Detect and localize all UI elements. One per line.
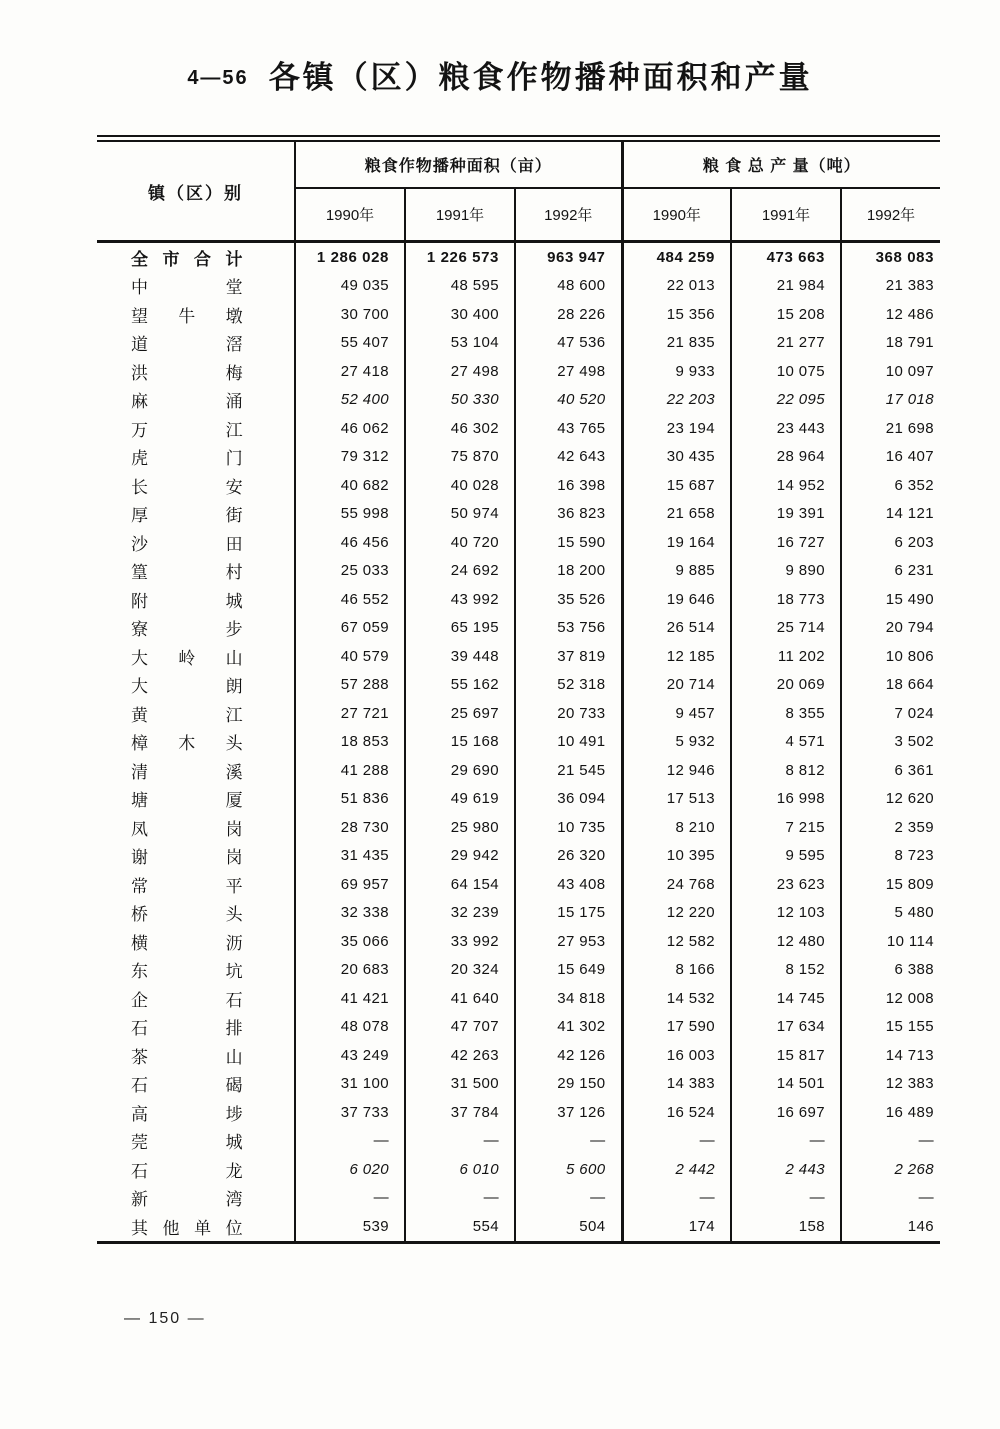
value-cell: 18 791 — [885, 334, 935, 352]
town-name: 石 龙 — [97, 1155, 295, 1184]
value-cell: 5 600 — [515, 1155, 622, 1184]
value-cell: 17 018 — [885, 391, 935, 409]
value-cell: 7 215 — [731, 813, 841, 842]
value-cell: 47 536 — [515, 329, 622, 358]
value-cell: 368 083 — [875, 248, 935, 266]
town-name: 石 排 — [97, 1013, 295, 1042]
table-row — [97, 785, 940, 814]
value-cell: 48 600 — [515, 272, 622, 301]
table-row — [97, 242, 940, 272]
value-cell: 2 442 — [622, 1155, 731, 1184]
value-cell: 65 195 — [405, 614, 515, 643]
value-cell: 23 194 — [622, 414, 731, 443]
value-cell: — — [295, 1127, 405, 1156]
town-name: 寮 步 — [97, 614, 295, 643]
table-row — [97, 671, 940, 700]
table-row — [97, 927, 940, 956]
value-cell: 31 100 — [295, 1070, 405, 1099]
town-name: 石 碣 — [97, 1070, 295, 1099]
value-cell: 14 713 — [885, 1046, 935, 1064]
value-cell: 40 520 — [515, 386, 622, 415]
value-cell: 22 013 — [622, 272, 731, 301]
value-cell: 79 312 — [295, 443, 405, 472]
value-cell: 41 288 — [295, 756, 405, 785]
value-cell: 34 818 — [515, 984, 622, 1013]
table-row — [97, 272, 940, 301]
town-name: 常 平 — [97, 870, 295, 899]
table-row — [97, 1212, 940, 1242]
value-cell: 15 208 — [731, 300, 841, 329]
value-cell: 28 226 — [515, 300, 622, 329]
value-cell: 2 268 — [894, 1160, 935, 1178]
value-cell: 29 942 — [405, 842, 515, 871]
town-name: 篁 村 — [97, 557, 295, 586]
table-row — [97, 899, 940, 928]
value-cell: 8 812 — [731, 756, 841, 785]
town-name: 高 埗 — [97, 1098, 295, 1127]
value-cell: 53 756 — [515, 614, 622, 643]
value-cell: 64 154 — [405, 870, 515, 899]
value-cell: 15 590 — [515, 528, 622, 557]
value-cell: 12 185 — [622, 642, 731, 671]
value-cell: 554 — [405, 1212, 515, 1242]
value-cell: 25 714 — [731, 614, 841, 643]
table-row — [97, 870, 940, 899]
value-cell: 27 721 — [295, 699, 405, 728]
value-cell: 57 288 — [295, 671, 405, 700]
value-cell: 25 697 — [405, 699, 515, 728]
value-cell: 1 226 573 — [405, 242, 515, 272]
town-name: 沙 田 — [97, 528, 295, 557]
value-cell: 36 094 — [515, 785, 622, 814]
town-name: 企 石 — [97, 984, 295, 1013]
value-cell: 40 028 — [405, 471, 515, 500]
value-cell: 21 277 — [731, 329, 841, 358]
value-cell: 15 687 — [622, 471, 731, 500]
value-cell: 50 330 — [405, 386, 515, 415]
value-cell: 53 104 — [405, 329, 515, 358]
value-cell: 16 998 — [731, 785, 841, 814]
value-cell: 6 388 — [894, 961, 935, 979]
value-cell: 41 421 — [295, 984, 405, 1013]
town-name: 万 江 — [97, 414, 295, 443]
value-cell: 19 646 — [622, 585, 731, 614]
value-cell: 31 500 — [405, 1070, 515, 1099]
value-cell: — — [515, 1127, 622, 1156]
value-cell: 32 338 — [295, 899, 405, 928]
value-cell: 17 513 — [622, 785, 731, 814]
value-cell: 15 649 — [515, 956, 622, 985]
value-cell: 2 443 — [731, 1155, 841, 1184]
value-cell: 24 692 — [405, 557, 515, 586]
table-row — [97, 956, 940, 985]
town-name: 其 他 单 位 — [97, 1212, 295, 1242]
town-name: 凤 岗 — [97, 813, 295, 842]
value-cell: 15 356 — [622, 300, 731, 329]
town-name: 桥 头 — [97, 899, 295, 928]
value-cell: 22 095 — [731, 386, 841, 415]
value-cell: 42 643 — [515, 443, 622, 472]
table-number: 4—56 — [187, 67, 249, 89]
value-cell: 8 355 — [731, 699, 841, 728]
value-cell: 174 — [622, 1212, 731, 1242]
value-cell: 12 220 — [622, 899, 731, 928]
value-cell: 4 571 — [731, 728, 841, 757]
value-cell: 963 947 — [515, 242, 622, 272]
value-cell: 23 443 — [731, 414, 841, 443]
town-name: 中 堂 — [97, 272, 295, 301]
value-cell: 10 114 — [886, 932, 935, 950]
value-cell: 40 579 — [295, 642, 405, 671]
value-cell: 14 952 — [731, 471, 841, 500]
value-cell: 27 953 — [515, 927, 622, 956]
value-cell: 16 727 — [731, 528, 841, 557]
town-name: 新 湾 — [97, 1184, 295, 1213]
value-cell: 6 231 — [894, 562, 935, 580]
table-row — [97, 500, 940, 529]
value-cell: 26 320 — [515, 842, 622, 871]
value-cell: — — [515, 1184, 622, 1213]
value-cell: 484 259 — [622, 242, 731, 272]
town-name: 谢 岗 — [97, 842, 295, 871]
value-cell: 15 490 — [885, 590, 935, 608]
table-row — [97, 443, 940, 472]
value-cell: 27 498 — [515, 357, 622, 386]
value-cell: 43 408 — [515, 870, 622, 899]
value-cell: 47 707 — [405, 1013, 515, 1042]
value-cell: 9 890 — [731, 557, 841, 586]
value-cell: 473 663 — [731, 242, 841, 272]
value-cell: 31 435 — [295, 842, 405, 871]
value-cell: 46 302 — [405, 414, 515, 443]
value-cell: 6 361 — [894, 761, 935, 779]
value-cell: 18 773 — [731, 585, 841, 614]
value-cell: — — [731, 1184, 841, 1213]
value-cell: 27 498 — [405, 357, 515, 386]
value-cell: 25 033 — [295, 557, 405, 586]
year-header: 1991年 — [731, 188, 841, 242]
town-name: 横 沥 — [97, 927, 295, 956]
value-cell: 30 400 — [405, 300, 515, 329]
value-cell: 42 126 — [515, 1041, 622, 1070]
value-cell: 37 819 — [515, 642, 622, 671]
value-cell: 5 932 — [622, 728, 731, 757]
value-cell: 29 690 — [405, 756, 515, 785]
table-row — [97, 471, 940, 500]
value-cell: 21 383 — [885, 277, 935, 295]
table-row — [97, 756, 940, 785]
town-name: 附 城 — [97, 585, 295, 614]
value-cell: 40 682 — [295, 471, 405, 500]
value-cell: 22 203 — [622, 386, 731, 415]
row-header-label: 镇（区）别 — [97, 139, 295, 242]
value-cell: — — [731, 1127, 841, 1156]
value-cell: 29 150 — [515, 1070, 622, 1099]
value-cell: 8 166 — [622, 956, 731, 985]
table-header — [97, 139, 940, 242]
town-name: 莞 城 — [97, 1127, 295, 1156]
value-cell: 24 768 — [622, 870, 731, 899]
value-cell: 10 075 — [731, 357, 841, 386]
value-cell: 41 640 — [405, 984, 515, 1013]
town-name: 清 溪 — [97, 756, 295, 785]
value-cell: 21 835 — [622, 329, 731, 358]
value-cell: 28 730 — [295, 813, 405, 842]
value-cell: 16 524 — [622, 1098, 731, 1127]
value-cell: 14 532 — [622, 984, 731, 1013]
group-header-total-output: 粮 食 总 产 量（吨） — [622, 139, 940, 189]
value-cell: — — [405, 1184, 515, 1213]
value-cell: — — [918, 1189, 935, 1207]
value-cell: 21 545 — [515, 756, 622, 785]
value-cell: 35 526 — [515, 585, 622, 614]
table-row — [97, 984, 940, 1013]
value-cell: 19 391 — [731, 500, 841, 529]
year-header: 1991年 — [405, 188, 515, 242]
year-header: 1992年 — [841, 188, 940, 242]
value-cell: 1 286 028 — [295, 242, 405, 272]
value-cell: — — [295, 1184, 405, 1213]
value-cell: 3 502 — [894, 733, 935, 751]
value-cell: 46 552 — [295, 585, 405, 614]
value-cell: 18 853 — [295, 728, 405, 757]
value-cell: 17 590 — [622, 1013, 731, 1042]
value-cell: 8 723 — [894, 847, 935, 865]
table-row — [97, 329, 940, 358]
value-cell: 18 200 — [515, 557, 622, 586]
value-cell: 2 359 — [894, 818, 935, 836]
table-row — [97, 1184, 940, 1213]
value-cell: 158 — [731, 1212, 841, 1242]
page-title — [0, 52, 1000, 97]
value-cell: 15 817 — [731, 1041, 841, 1070]
value-cell: 12 582 — [622, 927, 731, 956]
value-cell: 11 202 — [731, 642, 841, 671]
value-cell: 20 683 — [295, 956, 405, 985]
value-cell: 48 595 — [405, 272, 515, 301]
town-name: 厚 街 — [97, 500, 295, 529]
value-cell: 55 407 — [295, 329, 405, 358]
value-cell: 16 489 — [885, 1103, 935, 1121]
value-cell: 9 595 — [731, 842, 841, 871]
value-cell: — — [622, 1184, 731, 1213]
value-cell: 46 456 — [295, 528, 405, 557]
value-cell: 15 168 — [405, 728, 515, 757]
value-cell: 19 164 — [622, 528, 731, 557]
value-cell: 6 203 — [894, 533, 935, 551]
value-cell: 39 448 — [405, 642, 515, 671]
value-cell: 12 946 — [622, 756, 731, 785]
value-cell: 33 992 — [405, 927, 515, 956]
value-cell: 7 024 — [894, 704, 935, 722]
value-cell: 12 383 — [885, 1075, 935, 1093]
town-name: 大 朗 — [97, 671, 295, 700]
value-cell: 21 698 — [885, 419, 935, 437]
value-cell: 27 418 — [295, 357, 405, 386]
value-cell: 52 318 — [515, 671, 622, 700]
town-name: 塘 厦 — [97, 785, 295, 814]
table-body — [97, 242, 940, 1243]
value-cell: 32 239 — [405, 899, 515, 928]
table-row — [97, 357, 940, 386]
town-name: 茶 山 — [97, 1041, 295, 1070]
value-cell: 10 395 — [622, 842, 731, 871]
value-cell: 6 352 — [894, 476, 935, 494]
value-cell: 14 501 — [731, 1070, 841, 1099]
table-row — [97, 614, 940, 643]
value-cell: 21 658 — [622, 500, 731, 529]
value-cell: 30 435 — [622, 443, 731, 472]
group-header-sown-area: 粮食作物播种面积（亩） — [295, 139, 622, 189]
value-cell: 20 733 — [515, 699, 622, 728]
value-cell: 49 035 — [295, 272, 405, 301]
table-row — [97, 528, 940, 557]
value-cell: 10 806 — [885, 647, 935, 665]
value-cell: 504 — [515, 1212, 622, 1242]
value-cell: 10 491 — [515, 728, 622, 757]
value-cell: 14 121 — [885, 505, 935, 523]
value-cell: 12 008 — [885, 989, 935, 1007]
value-cell: 9 933 — [622, 357, 731, 386]
value-cell: 6 010 — [405, 1155, 515, 1184]
value-cell: 26 514 — [622, 614, 731, 643]
value-cell: — — [622, 1127, 731, 1156]
value-cell: 15 175 — [515, 899, 622, 928]
table-row — [97, 1070, 940, 1099]
value-cell: 12 103 — [731, 899, 841, 928]
value-cell: 20 324 — [405, 956, 515, 985]
value-cell: 37 733 — [295, 1098, 405, 1127]
year-header: 1990年 — [622, 188, 731, 242]
value-cell: 75 870 — [405, 443, 515, 472]
value-cell: 25 980 — [405, 813, 515, 842]
value-cell: 5 480 — [894, 904, 935, 922]
table-row — [97, 1098, 940, 1127]
title-text: 各镇（区）粮食作物播种面积和产量 — [268, 60, 813, 95]
value-cell: 49 619 — [405, 785, 515, 814]
value-cell: 16 407 — [885, 448, 935, 466]
value-cell: 9 885 — [622, 557, 731, 586]
year-header: 1992年 — [515, 188, 622, 242]
value-cell: 16 003 — [622, 1041, 731, 1070]
town-name: 东 坑 — [97, 956, 295, 985]
value-cell: 20 714 — [622, 671, 731, 700]
value-cell: 69 957 — [295, 870, 405, 899]
table-row — [97, 414, 940, 443]
value-cell: 55 998 — [295, 500, 405, 529]
town-name: 樟 木 头 — [97, 728, 295, 757]
value-cell: 15 155 — [885, 1018, 935, 1036]
table-row — [97, 1041, 940, 1070]
value-cell: 40 720 — [405, 528, 515, 557]
value-cell: 37 784 — [405, 1098, 515, 1127]
value-cell: 21 984 — [731, 272, 841, 301]
value-cell: 12 620 — [885, 790, 935, 808]
table-row — [97, 300, 940, 329]
value-cell: 9 457 — [622, 699, 731, 728]
value-cell: 35 066 — [295, 927, 405, 956]
table-row — [97, 728, 940, 757]
value-cell: 6 020 — [295, 1155, 405, 1184]
table-row — [97, 386, 940, 415]
value-cell: 146 — [907, 1217, 935, 1235]
table-row — [97, 557, 940, 586]
year-header: 1990年 — [295, 188, 405, 242]
value-cell: 37 126 — [515, 1098, 622, 1127]
value-cell: 41 302 — [515, 1013, 622, 1042]
value-cell: 16 398 — [515, 471, 622, 500]
value-cell: 43 765 — [515, 414, 622, 443]
value-cell: 30 700 — [295, 300, 405, 329]
town-name: 虎 门 — [97, 443, 295, 472]
value-cell: 67 059 — [295, 614, 405, 643]
value-cell: 539 — [295, 1212, 405, 1242]
town-name: 望 牛 墩 — [97, 300, 295, 329]
table-row — [97, 813, 940, 842]
town-name: 黄 江 — [97, 699, 295, 728]
value-cell: 43 249 — [295, 1041, 405, 1070]
value-cell: 23 623 — [731, 870, 841, 899]
value-cell: 28 964 — [731, 443, 841, 472]
value-cell: 43 992 — [405, 585, 515, 614]
town-name: 道 滘 — [97, 329, 295, 358]
town-name: 长 安 — [97, 471, 295, 500]
town-name: 洪 梅 — [97, 357, 295, 386]
value-cell: 8 210 — [622, 813, 731, 842]
value-cell: — — [918, 1132, 935, 1150]
table-row — [97, 1155, 940, 1184]
value-cell: 50 974 — [405, 500, 515, 529]
value-cell: 15 809 — [885, 875, 935, 893]
value-cell: 51 836 — [295, 785, 405, 814]
grain-statistics-table — [97, 135, 940, 1244]
town-name: 麻 涌 — [97, 386, 295, 415]
value-cell: 10 735 — [515, 813, 622, 842]
value-cell: 12 480 — [731, 927, 841, 956]
value-cell: 55 162 — [405, 671, 515, 700]
value-cell: 48 078 — [295, 1013, 405, 1042]
table-row — [97, 1013, 940, 1042]
page-number: — 150 — — [124, 1310, 206, 1327]
table-row — [97, 699, 940, 728]
table-row — [97, 585, 940, 614]
value-cell: 10 097 — [885, 362, 935, 380]
value-cell: 52 400 — [295, 386, 405, 415]
table-row — [97, 842, 940, 871]
table-row — [97, 1127, 940, 1156]
value-cell: 16 697 — [731, 1098, 841, 1127]
value-cell: 18 664 — [885, 676, 935, 694]
value-cell: 20 069 — [731, 671, 841, 700]
value-cell: 8 152 — [731, 956, 841, 985]
town-name: 大 岭 山 — [97, 642, 295, 671]
value-cell: — — [405, 1127, 515, 1156]
value-cell: 42 263 — [405, 1041, 515, 1070]
value-cell: 14 383 — [622, 1070, 731, 1099]
value-cell: 17 634 — [731, 1013, 841, 1042]
table-row — [97, 642, 940, 671]
value-cell: 12 486 — [885, 305, 935, 323]
value-cell: 14 745 — [731, 984, 841, 1013]
town-name: 全 市 合 计 — [97, 242, 295, 272]
value-cell: 46 062 — [295, 414, 405, 443]
value-cell: 20 794 — [885, 619, 935, 637]
value-cell: 36 823 — [515, 500, 622, 529]
